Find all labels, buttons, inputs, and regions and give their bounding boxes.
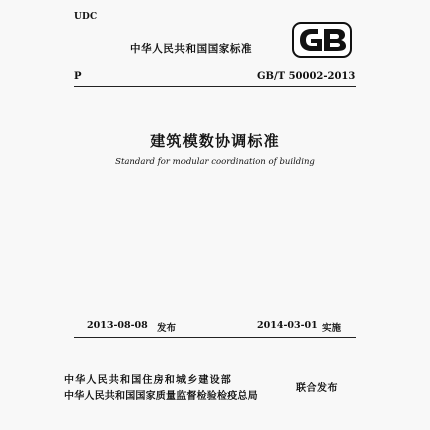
- implement-date: 2014-03-01: [257, 320, 318, 331]
- implement-label: 实施: [322, 323, 342, 334]
- title-chinese: 建筑模数协调标准: [150, 132, 280, 150]
- footer-divider: [74, 337, 356, 338]
- classification-code: P: [74, 71, 82, 82]
- joint-publish-label: 联合发布: [296, 383, 338, 394]
- issue-date: 2013-08-08: [87, 320, 148, 331]
- issue-label: 发布: [157, 323, 177, 334]
- standard-number: GB/T 50002-2013: [257, 71, 356, 82]
- national-standard-title: 中华人民共和国国家标准: [130, 43, 253, 55]
- publisher-ministry: 中华人民共和国住房和城乡建设部: [64, 375, 232, 386]
- publisher-aqsiq: 中华人民共和国国家质量监督检验检疫总局: [64, 391, 258, 402]
- gb-logo: [292, 22, 352, 58]
- header-divider: [74, 86, 356, 87]
- udc-label: UDC: [74, 12, 98, 22]
- title-english: Standard for modular coordination of building: [115, 157, 315, 167]
